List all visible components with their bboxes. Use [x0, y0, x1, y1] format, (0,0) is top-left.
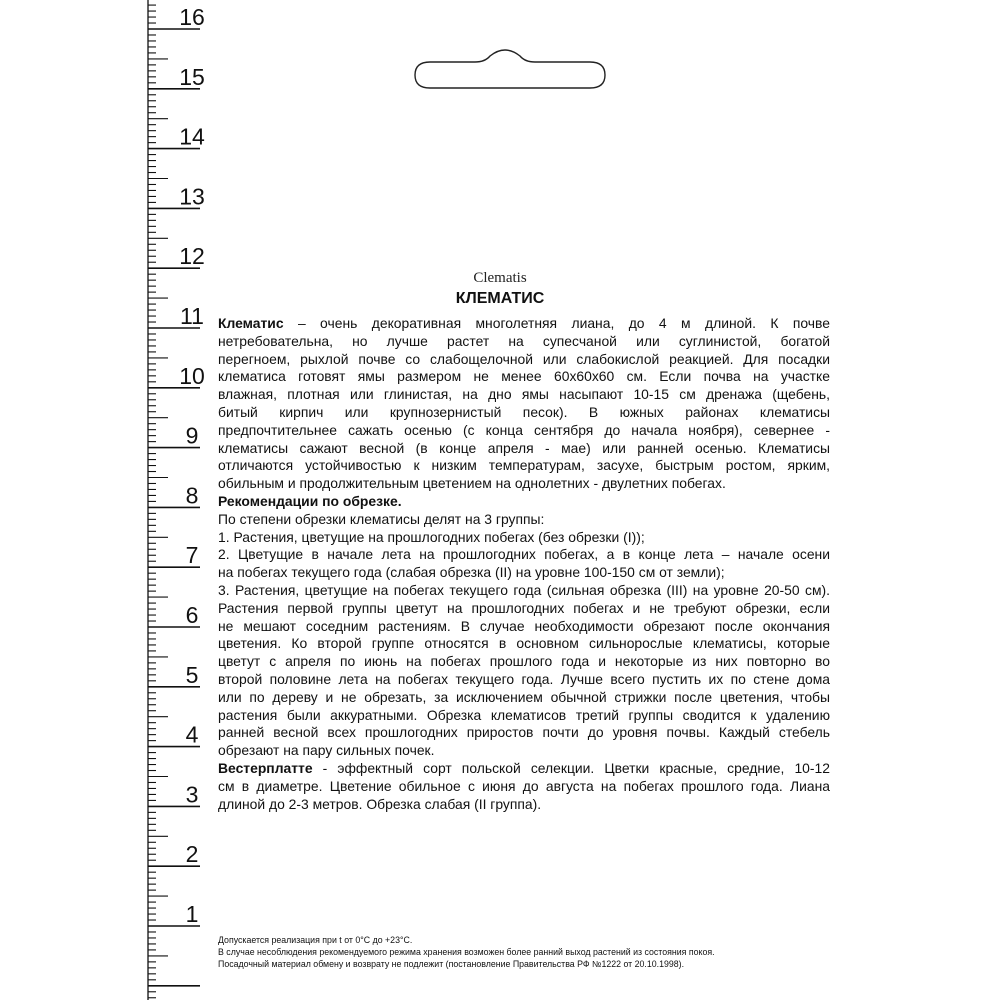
variety-name: Вестерплатте — [218, 759, 313, 776]
ruler-number: 4 — [185, 721, 199, 748]
page-title: КЛЕМАТИС — [455, 290, 545, 307]
pruning-section: Рекомендации по обрезке. По степени обрезки клематисы делят на 3 группы: 1. Растения, цветущие на прошлогодних побегах (без обрезки (I)); 2. Цветущие в начале лета на прошлогодних побегах, а в конце лета – начале осени на побегах текущего года (слабая обрезка (II) на уровне 100-150 см от земли); 3. Растения, цветущие на побегах текущего года (сильная обрезка (III) на уровне 20-50 см). Растения первой группы цветут на прошлогодних побегах и не требуют обрезки, если не мешают соседним растениям. В случае необходимости обрезают после окончания цветения. Ко второй группе относятся в основном сильнорослые клематисы, которые цветут с апреля по июнь на побегах прошлого года и некоторые из них повторно во второй половине лета на побегах текущего года. Лучше всего пустить их по стене дома или по дереву и не обрезать, за исключением обычной стрижки после цветения, чтобы растения были аккуратными. Обрезка клематисов третий группы сводится к удалению ранней весной всех прошлогодних приростов почти до уровня почвы. Каждый стебель обрезают на пару сильных почек. — [218, 492, 830, 759]
footer-line: Допускается реализация при t от 0°С до +23°С. — [218, 935, 413, 945]
measurement-ruler — [0, 0, 215, 1000]
footer-line: В случае несоблюдения рекомендуемого режима хранения возможен более ранний выход растений из состояния покоя. — [218, 947, 715, 958]
ruler-number: 11 — [180, 303, 204, 329]
latin-name — [0, 270, 1000, 287]
ruler-number: 13 — [179, 183, 205, 210]
intro-paragraph: Клематис – очень декоративная многолетняя лиана, до 4 м длиной. К почве нетребовательна, но лучше растет на супесчаной или суглинистой, богатой перегноем, рыхлой почве со слабощелочной или слабокислой реакцией. Для посадки клематиса готовят ямы размером не менее 60х60х60 см. Если почва на участке влажная, плотная или глинистая, на дно ямы насыпают 10-15 см дренажа (щебень, битый кирпич или крупнозернистый песок). В южных районах клематисы предпочтительнее сажать осенью (с конца сентября до начала ноября), севернее - клематисы сажают весной (в конце апреля - мае) или ранней осенью. Клематисы отличаются устойчивостью к низким температурам, засухе, быстрым ростом, ярким, обильным и продолжительным цветением на однолетних - двулетних побегах. — [218, 315, 830, 492]
ruler-number: 8 — [185, 482, 199, 509]
ruler-number: 1 — [185, 901, 199, 927]
ruler-number: 6 — [185, 602, 199, 628]
ruler-number: 14 — [179, 123, 205, 150]
ruler-number: 15 — [179, 63, 205, 90]
ruler-number: 7 — [185, 542, 199, 569]
ruler-number: 3 — [185, 781, 199, 808]
legal-footer — [218, 934, 830, 971]
footer-line: Посадочный материал обмену и возврату не подлежит (постановление Правительства РФ №1222 от 20.10.1998). — [218, 959, 685, 970]
ruler-number: 2 — [185, 841, 199, 868]
variety-section: Вестерплатте - эффектный сорт польской селекции. Цветки красные, средние, 10-12 см в диаметре. Цветение обильное с июня до августа на побегах прошлого года. Лиана длиной до 2-3 метров. Обрезка слабая (II группа). — [218, 759, 830, 812]
latin-name-text: Clematis — [473, 270, 527, 286]
hang-hole-cutout — [405, 44, 615, 94]
ruler-number: 16 — [179, 4, 205, 30]
ruler-number: 5 — [185, 661, 199, 688]
ruler-number: 12 — [179, 243, 205, 270]
description-text — [218, 315, 830, 813]
ruler-number: 10 — [179, 362, 205, 389]
intro-term: Клематис — [218, 315, 284, 331]
ruler-number: 9 — [185, 422, 199, 449]
pruning-heading: Рекомендации по обрезке. — [218, 492, 402, 509]
